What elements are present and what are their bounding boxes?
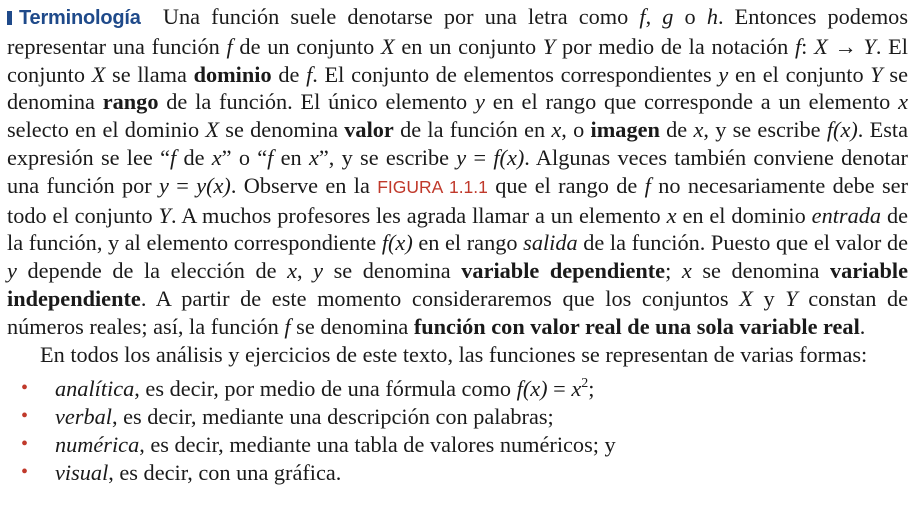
list-item: • numérica, es decir, mediante una tabla de valores numéricos; y — [21, 431, 616, 457]
term-dominio: dominio — [193, 61, 272, 87]
section-heading: Terminología — [19, 7, 141, 29]
term-rango: rango — [102, 89, 159, 115]
term-valor: valor — [344, 117, 394, 143]
list-item: • analítica, es decir, por medio de una fórmula como $f(x) = x^2$; — [21, 376, 595, 402]
bullet-icon: • — [21, 405, 29, 428]
bullet-icon: • — [21, 432, 29, 455]
bullet-icon: • — [21, 460, 29, 483]
term-imagen: imagen — [590, 117, 660, 143]
term-variable-dependiente: variable dependiente — [461, 258, 666, 284]
section-square-icon — [7, 11, 12, 25]
term-funcion-valor-real: función con valor real de una sola variable real — [413, 313, 860, 339]
bullet-icon: • — [21, 377, 29, 400]
representation-list — [7, 375, 908, 486]
figure-reference-link[interactable]: FIGURA 1.1.1 — [377, 176, 488, 197]
list-item: • visual, es decir, con una gráfica. — [21, 459, 342, 485]
term-variable-independiente: variable independiente — [7, 258, 908, 311]
representations-intro: En todos los análisis y ejercicios de este texto, las funciones se representan de varias formas: — [40, 341, 868, 367]
terminology-paragraph: Terminología Una función suele denotarse por una letra como f, g o h. Entonces podemos representar una función f de un conjunto X en un conjunto Y por medio de la notación f: X → Y. El conjunto X se llama dominio de f. El conjunto de elementos correspondientes y en el conjunto Y se denomina rango de la función. El único elemento y en el rango que corresponde a un elemento x selecto en el dominio X se denomina valor de la función en x, o imagen de x, y se escribe f(x). Esta expresión se lee “f de x” o “f en x”, y se escribe y = f(x). Algunas veces también conviene denotar una función por y = y(x). Observe en la FIGURA 1.1.1 que el rango de f no necesariamente debe ser todo el conjunto Y. A muchos profesores les agrada llamar a un elemento x en el dominio entrada de la función, y al elemento correspondiente f(x) en el rango salida de la función. Puesto que el valor de y depende de la elección de x, y se denomina variable dependiente; x se denomina variable independiente. A partir de este momento consideraremos que los conjuntos X y Y constan de números reales; así, la función f se denomina función con valor real de una sola variable real. — [7, 4, 909, 339]
list-item: • verbal, es decir, mediante una descripción con palabras; — [21, 404, 554, 430]
